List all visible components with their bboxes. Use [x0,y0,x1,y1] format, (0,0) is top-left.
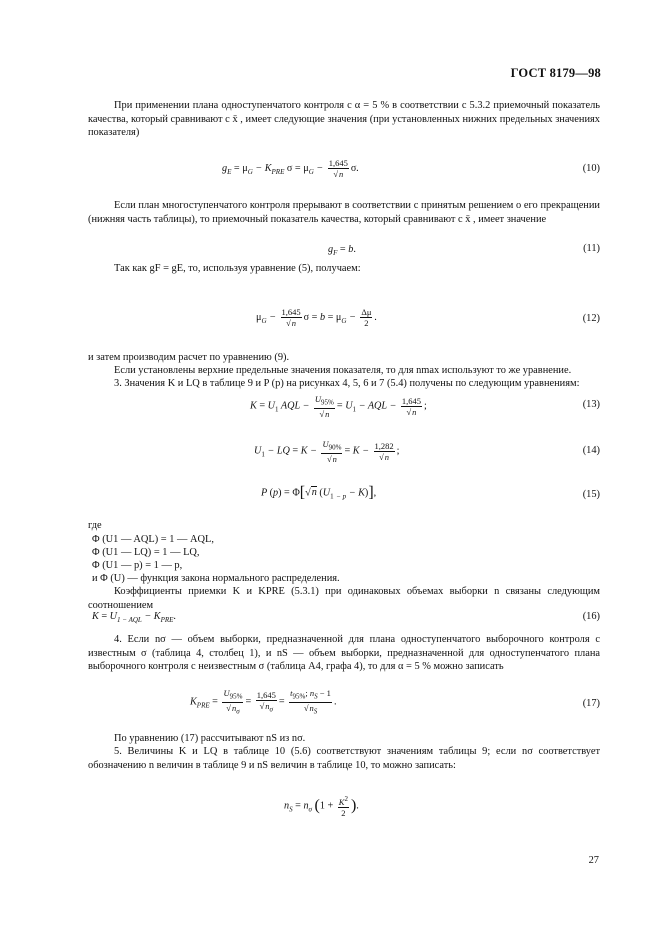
where-line-1: Φ (U1 — AQL) = 1 — AQL, [92,534,214,545]
where-line-2: Φ (U1 — LQ) = 1 — LQ, [92,547,200,558]
equation-10-body: $g_E = \mu_G - K_{PRE}$ $\sigma = \mu_G$ − $\frac{1,645}{√n}$ σ. [222,158,359,179]
paragraph-3: Так как gF = gE, то, используя уравнение (5), получаем: [114,263,361,274]
paragraph-9: По уравнению (17) рассчитывают nS из nσ. [114,733,306,744]
paragraph-6: 3. Значения K и LQ в таблице 9 и P (p) на рисунках 4, 5, 6 и 7 (5.4) получены по следующим уравнениям: [114,378,580,389]
equation-17-number: (17) [582,698,600,709]
equation-ns-body: $n_S = n_\sigma$ (1 + $\frac{K^2}{2}$ ). [284,795,359,818]
paragraph-5: Если установлены верхние предельные значения показателя, то для nmax используют то же уравнение. [114,365,572,376]
equation-15-body: P (p) = Φ[√n ($U_1$ $_{- p}$ − K)], [261,484,377,501]
where-label: где [88,520,102,531]
equation-10-number: (10) [582,163,600,174]
equation-14-body: $U_1$ − LQ = K − $\frac{U_{90\%}}{√n}$ = K − $\frac{1,282}{√n}$ ; [254,439,400,464]
equation-12-number: (12) [582,313,600,324]
page-header-title: ГОСТ 8179—98 [510,66,601,80]
paragraph-2: Если план многоступенчатого контроля прерывают в соответствии с принятым решением о его прекращении (нижняя часть таблицы), то приемочный показатель качества, который сравнивают с x̄ , имеет значение [88,200,600,225]
equation-17-body: $K_{PRE}$ = $\frac{U_{95\%}}{√n_\sigma}$ = $\frac{1,645}{√n_\sigma}$ = $\frac{t_{95\%}; n_S - 1}{√n_S}$ . [190,688,337,716]
equation-16-body: $K = U_{1 - AQL} - K_{PRE}$. [92,611,176,625]
where-line-4: и Φ (U) — функция закона нормального распределения. [92,573,340,584]
paragraph-1: При применении плана одноступенчатого контроля с α = 5 % в соответствии с 5.3.2 приемочный показатель качества, который сравнивают с x̄ , имеет следующие значения (при установленных нижних предельных значениях показателя) [88,100,600,138]
paragraph-10: 5. Величины K и LQ в таблице 10 (5.6) соответствуют значениям таблицы 9; если nσ соответствует обозначению n величин в таблице 9 и nS величин в таблице 10, то можно записать: [88,746,600,771]
equation-11-number: (11) [583,243,600,254]
equation-11-body: $g_F = b$. [328,244,356,258]
where-line-3: Φ (U1 — p) = 1 — p, [92,560,183,571]
paragraph-4: и затем производим расчет по уравнению (9). [88,352,290,363]
equation-13-body: $K = U_1$ AQL − $\frac{U_{95\%}}{√n}$ = $U_1$ − AQL − $\frac{1,645}{√n}$ ; [250,394,427,419]
page-number: 27 [588,855,599,866]
equation-13-number: (13) [582,399,600,410]
paragraph-7: Коэффициенты приемки K и KPRE (5.3.1) при одинаковых объемах выборки n связаны следующим соотношением [88,586,600,611]
equation-16-number: (16) [582,611,600,622]
paragraph-8: 4. Если nσ — объем выборки, предназначенной для плана одноступенчатого выборочного контроля с известным σ (таблица 4, столбец 1), и nS — объем выборки, предназначенной для одноступенчатого плана выборочного контроля с неизвестным σ (таблица А4, графа 4), то для α = 5 % можно записать [88,634,600,672]
equation-12-body: $\mu_G$ − $\frac{1,645}{√n}$ $\sigma = b = \mu_G$ − $\frac{\Delta\mu}{2}$ . [256,307,377,328]
equation-15-number: (15) [582,489,600,500]
equation-14-number: (14) [582,445,600,456]
